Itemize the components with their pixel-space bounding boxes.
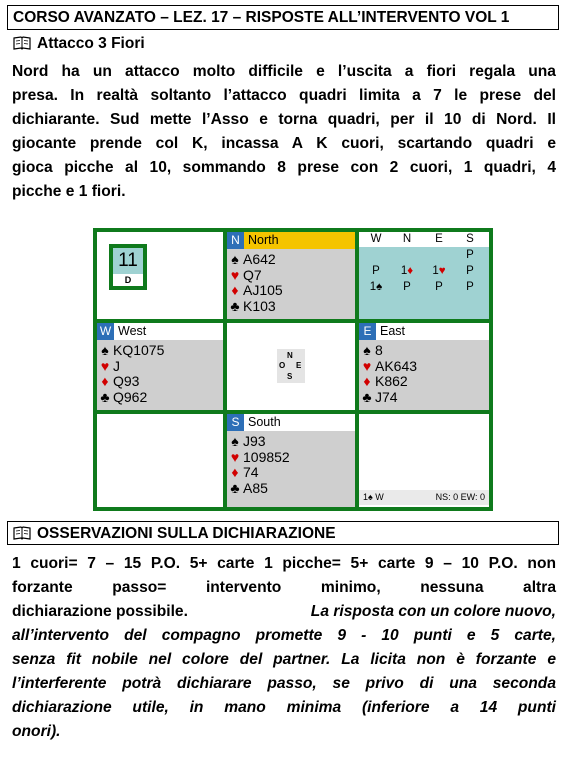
north-diamonds: ♦ AJ105 bbox=[227, 283, 355, 299]
section2-line: dichiarazione utile, in mano minima (inferiore a 14 punti bbox=[12, 699, 556, 716]
north-hand-cell bbox=[227, 232, 355, 319]
bid-header-e: E bbox=[435, 233, 443, 245]
empty-cell bbox=[97, 414, 223, 507]
west-cards bbox=[97, 343, 223, 405]
compass-n: N bbox=[287, 351, 293, 360]
board-number-cell bbox=[97, 232, 223, 319]
bridge-board bbox=[93, 228, 493, 511]
section1-line: giocante prende col K, incassa A K cuori, scartando quadri e bbox=[12, 135, 556, 152]
book-icon bbox=[13, 526, 31, 540]
board-number-box bbox=[109, 244, 147, 290]
section1-heading: Attacco 3 Fiori bbox=[37, 35, 145, 52]
south-hand-cell bbox=[227, 414, 355, 507]
south-name: South bbox=[248, 415, 281, 429]
section2-line-mixed bbox=[12, 600, 556, 624]
bid-cell: P bbox=[466, 249, 474, 261]
bid-header-s: S bbox=[466, 233, 474, 245]
bidding-table bbox=[359, 232, 489, 319]
dealer-label: D bbox=[113, 274, 143, 286]
spade-icon: ♠ bbox=[231, 433, 239, 449]
section2-line: forzante passo= intervento minimo, nessuna altra bbox=[12, 579, 556, 596]
heart-icon: ♥ bbox=[230, 266, 240, 283]
section1-line: presa. In realtà soltanto l’attacco quadri limita a 7 le prese del bbox=[12, 87, 556, 104]
south-header bbox=[227, 414, 355, 431]
west-badge: W bbox=[97, 323, 114, 340]
east-clubs: ♣ J74 bbox=[359, 390, 489, 406]
club-icon: ♣ bbox=[362, 388, 372, 405]
spade-icon: ♠ bbox=[363, 342, 371, 358]
section2-line: onori). bbox=[12, 723, 61, 740]
spade-icon: ♠ bbox=[231, 251, 239, 267]
score-label: NS: 0 EW: 0 bbox=[435, 492, 485, 502]
east-cards bbox=[359, 343, 489, 405]
south-clubs: ♣ A85 bbox=[227, 481, 355, 497]
section1-line: gioca picche al 10, sommando 8 prese con 2 cuori, 1 quadri, 4 bbox=[12, 159, 556, 176]
south-spades: ♠ J93 bbox=[227, 434, 355, 450]
bid-cell: P bbox=[435, 281, 443, 293]
club-icon: ♣ bbox=[100, 388, 110, 405]
north-name: North bbox=[248, 233, 279, 247]
club-icon: ♣ bbox=[230, 297, 240, 314]
east-badge: E bbox=[359, 323, 376, 340]
north-hearts: ♥ Q7 bbox=[227, 268, 355, 284]
section1-heading-row bbox=[13, 35, 145, 53]
west-name: West bbox=[118, 324, 147, 338]
heart-icon: ♥ bbox=[230, 448, 240, 465]
compass-o: O bbox=[279, 361, 286, 370]
section2-italic-fragment: La risposta con un colore nuovo, bbox=[310, 603, 556, 620]
bid-cell: 1♠ bbox=[369, 281, 383, 293]
bid-header-w: W bbox=[370, 233, 382, 245]
north-badge: N bbox=[227, 232, 244, 249]
diamond-icon: ♦ bbox=[363, 373, 371, 389]
east-hand-cell bbox=[359, 323, 489, 410]
north-spades: ♠ A642 bbox=[227, 252, 355, 268]
west-spades: ♠ KQ1075 bbox=[97, 343, 223, 359]
west-header bbox=[97, 323, 223, 340]
heart-icon: ♥ bbox=[362, 357, 372, 374]
diamond-icon: ♦ bbox=[101, 373, 109, 389]
west-clubs: ♣ Q962 bbox=[97, 390, 223, 406]
diamond-icon: ♦ bbox=[231, 282, 239, 298]
bid-cell: P bbox=[403, 281, 411, 293]
book-icon bbox=[13, 36, 31, 50]
south-cards bbox=[227, 434, 355, 496]
heart-icon: ♥ bbox=[100, 357, 110, 374]
bid-cell: 1♥ bbox=[432, 265, 446, 277]
bidding-cell bbox=[359, 232, 489, 319]
compass-e: E bbox=[296, 361, 302, 370]
section1-line: Nord ha un attacco molto difficile e l’uscita a fiori regala una bbox=[12, 63, 556, 80]
diamond-icon: ♦ bbox=[231, 464, 239, 480]
compass bbox=[277, 349, 305, 383]
east-header bbox=[359, 323, 489, 340]
club-icon: ♣ bbox=[230, 479, 240, 496]
section2-line: senza fit nobile nel colore del partner. La licita non è forzante e bbox=[12, 651, 556, 668]
section2-line: l’interferente potrà dichiarare passo, se privo di una seconda bbox=[12, 675, 556, 692]
section2-heading-row bbox=[13, 525, 336, 543]
bid-header-n: N bbox=[402, 233, 412, 245]
south-badge: S bbox=[227, 414, 244, 431]
compass-cell bbox=[227, 323, 355, 410]
contract-label: 1♠ W bbox=[363, 492, 384, 502]
east-diamonds: ♦ K862 bbox=[359, 374, 489, 390]
contract-cell bbox=[359, 414, 489, 507]
west-hand-cell bbox=[97, 323, 223, 410]
north-cards bbox=[227, 252, 355, 314]
east-name: East bbox=[380, 324, 406, 338]
contract-bar bbox=[359, 490, 489, 505]
east-spades: ♠ 8 bbox=[359, 343, 489, 359]
bid-cell: P bbox=[466, 265, 474, 277]
east-hearts: ♥ AK643 bbox=[359, 359, 489, 375]
bid-cell: P bbox=[372, 265, 380, 277]
section1-line: picche e 1 fiori. bbox=[12, 183, 126, 200]
board-number-inner: 11 bbox=[113, 248, 143, 274]
section2-line: all’intervento del compagno promette 9 - 10 punti e 5 carte, bbox=[12, 627, 556, 644]
south-hearts: ♥ 109852 bbox=[227, 450, 355, 466]
section2-heading: OSSERVAZIONI SULLA DICHIARAZIONE bbox=[37, 525, 336, 542]
section2-line: 1 cuori= 7 – 15 P.O. 5+ carte 1 picche= 5+ carte 9 – 10 P.O. non bbox=[12, 555, 556, 572]
south-diamonds: ♦ 74 bbox=[227, 465, 355, 481]
north-clubs: ♣ K103 bbox=[227, 299, 355, 315]
section2-bold-fragment: dichiarazione possibile. bbox=[12, 603, 188, 620]
section1-line: dichiarante. Sud mette l’Asso e torna quadri, per il 10 di Nord. Il bbox=[12, 111, 556, 128]
west-diamonds: ♦ Q93 bbox=[97, 374, 223, 390]
north-header bbox=[227, 232, 355, 249]
spade-icon: ♠ bbox=[101, 342, 109, 358]
page-title: CORSO AVANZATO – LEZ. 17 – RISPOSTE ALL’INTERVENTO VOL 1 bbox=[13, 9, 510, 26]
west-hearts: ♥ J bbox=[97, 359, 223, 375]
compass-s: S bbox=[287, 372, 293, 381]
bid-cell: P bbox=[466, 281, 474, 293]
bid-cell: 1♦ bbox=[400, 265, 414, 277]
